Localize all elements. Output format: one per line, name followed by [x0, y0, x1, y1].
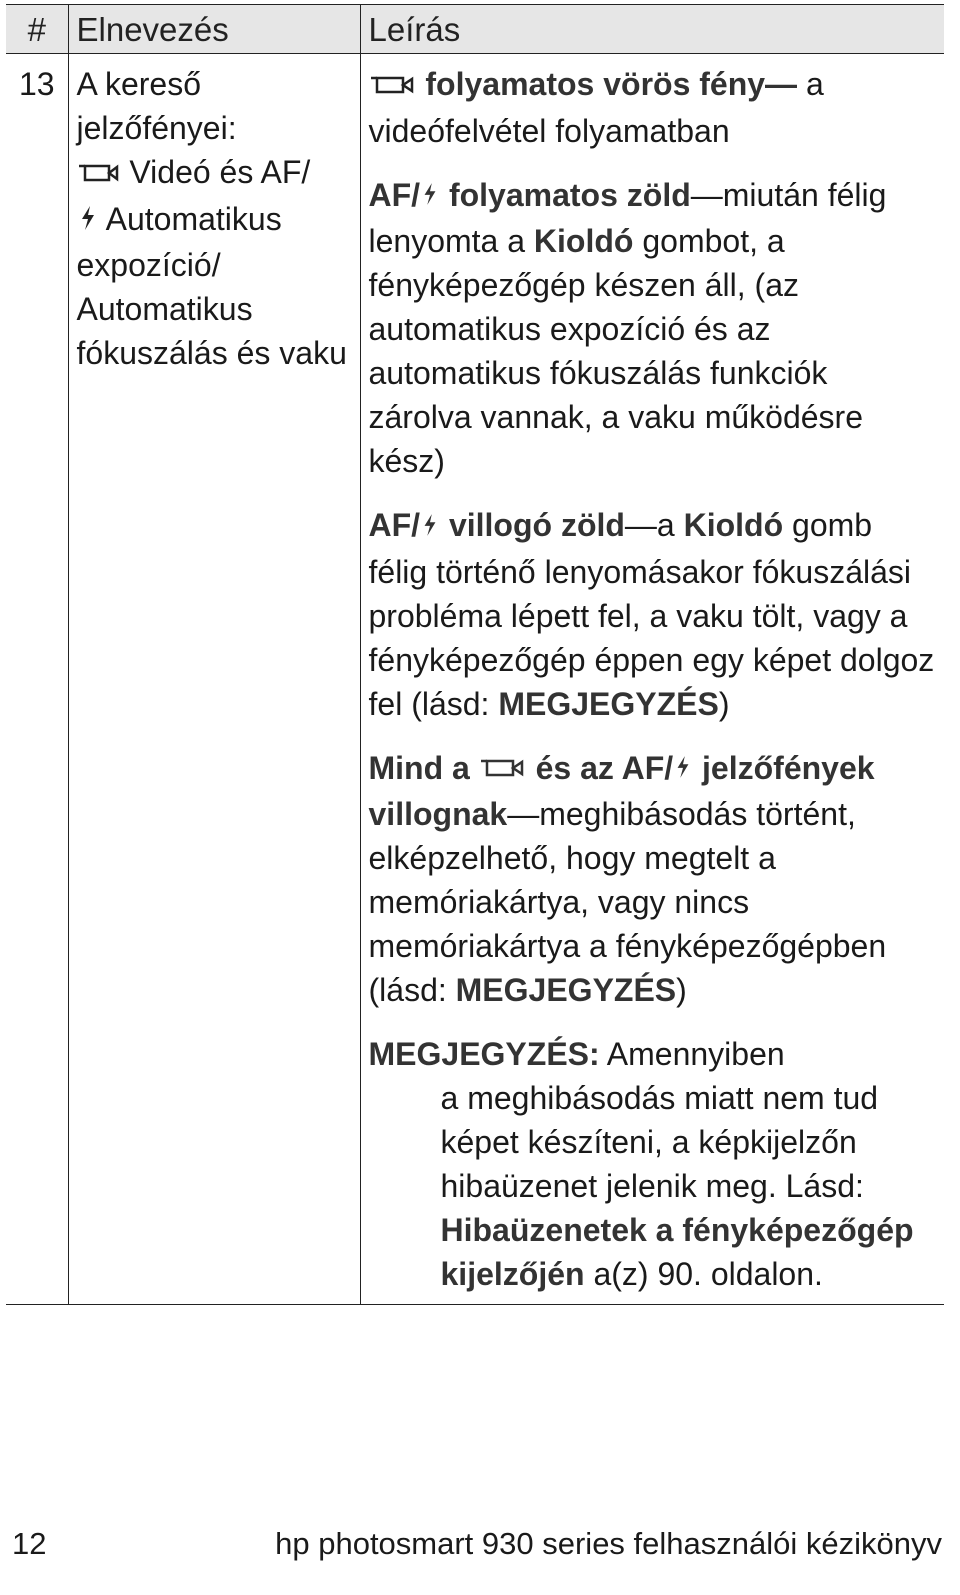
footer-title: hp photosmart 930 series felhasználói kézikönyv — [275, 1526, 942, 1561]
note-first: Amennyiben — [599, 1036, 785, 1073]
p4-mind: Mind a — [368, 749, 470, 786]
note-text: a meghibásodás miatt nem tud képet készíteni, a képkijelzőn hibaüzenet jelenik meg. Lásd: — [440, 1080, 879, 1205]
p3-dash: —a — [624, 507, 684, 544]
note-body — [441, 1076, 939, 1296]
row-description — [360, 54, 944, 1305]
table-header-row — [6, 5, 944, 54]
p2-kioldo: Kioldó — [533, 223, 634, 260]
desc-para-1 — [369, 62, 939, 153]
desc-para-4 — [369, 746, 939, 1013]
desc-para-3 — [369, 503, 939, 726]
p4-rest: —meghibásodás történt, elképzelhető, hogy megtelt a memóriakártya, vagy nincs memóriakártya a fényképezőgépben (lásd: — [368, 796, 887, 1009]
header-name: Elnevezés — [68, 5, 360, 54]
note-link[interactable]: Hibaüzenetek a fényképezőgép kijelzőjén — [440, 1212, 914, 1293]
p3-bold: villogó zöld — [448, 507, 625, 544]
video-label: Videó és AF/ — [129, 154, 311, 190]
p3-ref: MEGJEGYZÉS — [498, 685, 719, 722]
info-table — [6, 4, 944, 1305]
flash-icon — [420, 175, 440, 219]
p2-rest: gombot, a fényképezőgép készen áll, (az automatikus expozíció és az automatikus fókuszálás funkciók zárolva vannak, a vaku működésre kész) — [368, 223, 863, 480]
note-block — [369, 1032, 939, 1296]
name-line1: A kereső jelzőfényei: — [76, 66, 237, 146]
header-num: # — [6, 5, 68, 54]
note-end: a(z) 90. oldalon. — [584, 1256, 823, 1293]
p3-kioldo: Kioldó — [683, 507, 784, 544]
flash-icon — [420, 506, 440, 550]
table-row — [6, 54, 944, 1305]
p3-rest: gomb félig történő lenyomásakor fókuszálási probléma lépett fel, a vaku tölt, vagy a fényképezőgép éppen egy képet dolgoz fel (lásd: — [368, 507, 935, 722]
flash-icon — [673, 748, 693, 792]
p1-rest: a videófelvétel folyamatban — [368, 66, 824, 149]
p2-prefix: AF/ — [368, 176, 421, 213]
desc-para-2 — [369, 173, 939, 484]
video-camera-icon — [77, 153, 121, 197]
header-desc: Leírás — [360, 5, 944, 54]
note-label: MEGJEGYZÉS: — [368, 1036, 600, 1073]
auto-label: Automatikus expozíció/ Automatikus fókuszálás és vaku — [76, 200, 347, 372]
page-footer — [0, 1522, 960, 1566]
p4-ref: MEGJEGYZÉS — [455, 972, 677, 1009]
p4-jelzo: jelzőfények villognak — [368, 749, 875, 833]
video-camera-icon — [369, 65, 417, 109]
p1-bold: folyamatos vörös fény— — [425, 66, 798, 102]
p2-dash: —miután félig lenyomta a — [368, 176, 887, 260]
p2-bold: folyamatos zöld — [448, 176, 691, 213]
row-number: 13 — [6, 54, 68, 1305]
p3-end: ) — [718, 685, 730, 722]
p3-prefix: AF/ — [368, 507, 421, 544]
page-number: 12 — [12, 1526, 47, 1561]
flash-icon — [77, 199, 99, 243]
video-camera-icon — [479, 748, 527, 792]
p4-end: ) — [676, 972, 687, 1009]
row-name — [68, 54, 360, 1305]
p4-es: és az AF/ — [535, 749, 674, 786]
